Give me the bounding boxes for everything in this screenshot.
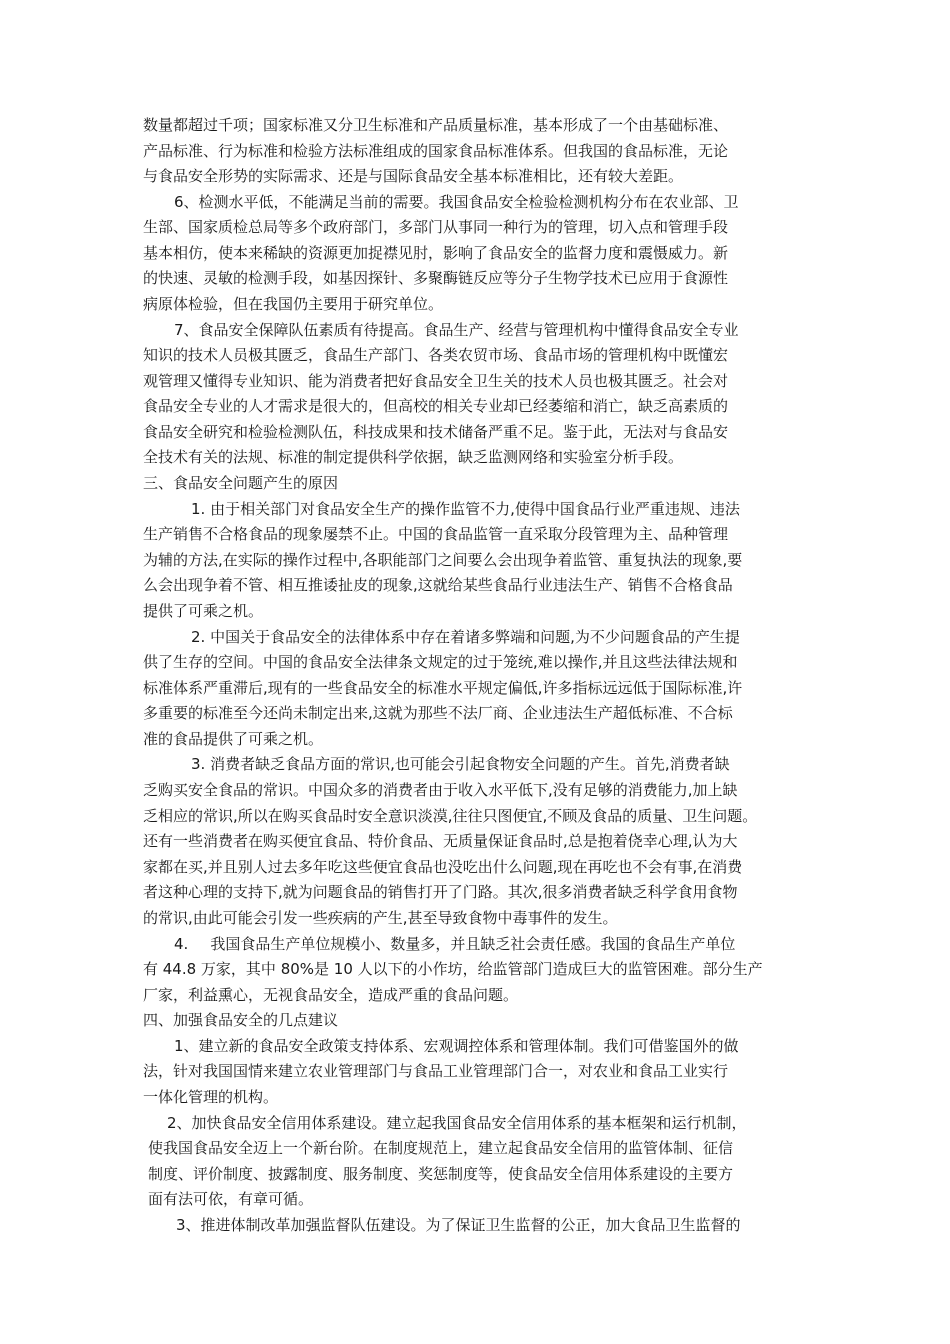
text-line: 的常识,由此可能会引发一些疾病的产生,甚至导致食物中毒事件的发生。 xyxy=(143,909,618,927)
text-line: 与食品安全形势的实际需求、还是与国际食品安全基本标准相比，还有较大差距。 xyxy=(143,167,684,185)
text-line: 3. 消费者缺乏食品方面的常识,也可能会引起食物安全问题的产生。首先,消费者缺 xyxy=(191,755,730,773)
section-heading: 三、食品安全问题产生的原因 xyxy=(143,474,339,492)
text-line: 家都在买,并且别人过去多年吃这些便宜食品也没吃出什么问题,现在再吃也不会有事,在消费 xyxy=(143,858,743,876)
text-line: 有 44.8 万家，其中 80%是 10 人以下的小作坊，给监管部门造成巨大的监管困难。部分生产 xyxy=(143,960,763,978)
text-line: 6、检测水平低，不能满足当前的需要。我国食品安全检验检测机构分布在农业部、卫 xyxy=(174,193,739,211)
text-line: 准的食品提供了可乘之机。 xyxy=(143,730,324,748)
text-line: 还有一些消费者在购买便宜食品、特价食品、无质量保证食品时,总是抱着侥幸心理,认为大 xyxy=(143,832,738,850)
text-line: 使我国食品安全迈上一个新台阶。在制度规范上，建立起食品安全信用的监管体制、征信 xyxy=(148,1139,734,1157)
text-line: 法，针对我国国情来建立农业管理部门与食品工业管理部门合一，对农业和食品工业实行 xyxy=(143,1062,729,1080)
list-text: 我国食品生产单位规模小、数量多，并且缺乏社会责任感。我国的食品生产单位 xyxy=(210,935,736,953)
text-line: 观管理又懂得专业知识、能为消费者把好食品安全卫生关的技术人员也极其匮乏。社会对 xyxy=(143,372,729,390)
text-line: 么会出现争着不管、相互推诿扯皮的现象,这就给某些食品行业违法生产、销售不合格食品 xyxy=(143,576,733,594)
text-line: 提供了可乘之机。 xyxy=(143,602,264,620)
text-line: 乏购买安全食品的常识。中国众多的消费者由于收入水平低下,没有足够的消费能力,加上缺 xyxy=(143,781,738,799)
text-line: 2. 中国关于食品安全的法律体系中存在着诸多弊端和问题,为不少问题食品的产生提 xyxy=(191,628,740,646)
text-line: 一体化管理的机构。 xyxy=(143,1088,279,1106)
text-line: 的快速、灵敏的检测手段，如基因探针、多聚酶链反应等分子生物学技术已应用于食源性 xyxy=(143,269,729,287)
text-line: 生部、国家质检总局等多个政府部门，多部门从事同一种行为的管理，切入点和管理手段 xyxy=(143,218,729,236)
text-line: 多重要的标准至今还尚未制定出来,这就为那些不法厂商、企业违法生产超低标准、不合标 xyxy=(143,704,733,722)
text-line: 病原体检验，但在我国仍主要用于研究单位。 xyxy=(143,295,444,313)
text-line: 供了生存的空间。中国的食品安全法律条文规定的过于笼统,难以操作,并且这些法律法规和 xyxy=(143,653,738,671)
text-line: 1、建立新的食品安全政策支持体系、宏观调控体系和管理体制。我们可借鉴国外的做 xyxy=(174,1037,739,1055)
text-line: 7、食品安全保障队伍素质有待提高。食品生产、经营与管理机构中懂得食品安全专业 xyxy=(174,321,739,339)
text-line: 厂家，利益熏心，无视食品安全，造成严重的食品问题。 xyxy=(143,986,519,1004)
list-number: 4. xyxy=(174,935,189,953)
text-line: 知识的技术人员极其匮乏，食品生产部门、各类农贸市场、食品市场的管理机构中既懂宏 xyxy=(143,346,729,364)
text-line: 全技术有关的法规、标准的制定提供科学依据，缺乏监测网络和实验室分析手段。 xyxy=(143,448,684,466)
text-line: 2、加快食品安全信用体系建设。建立起我国食品安全信用体系的基本框架和运行机制， xyxy=(167,1114,747,1132)
text-line xyxy=(174,932,735,958)
text-line: 食品安全专业的人才需求是很大的，但高校的相关专业却已经萎缩和消亡，缺乏高素质的 xyxy=(143,397,729,415)
text-line: 食品安全研究和检验检测队伍，科技成果和技术储备严重不足。鉴于此，无法对与食品安 xyxy=(143,423,729,441)
text-line: 1. 由于相关部门对食品安全生产的操作监管不力,使得中国食品行业严重违规、违法 xyxy=(191,500,740,518)
text-line: 生产销售不合格食品的现象屡禁不止。中国的食品监管一直采取分段管理为主、品种管理 xyxy=(143,525,729,543)
text-line: 面有法可依，有章可循。 xyxy=(148,1190,314,1208)
text-line: 乏相应的常识,所以在购买食品时安全意识淡漠,往往只图便宜,不顾及食品的质量、卫生问题。 xyxy=(143,807,758,825)
text-line: 标准体系严重滞后,现有的一些食品安全的标准水平规定偏低,许多指标远远低于国际标准,许 xyxy=(143,679,743,697)
text-line: 者这种心理的支持下,就为问题食品的销售打开了门路。其次,很多消费者缺乏科学食用食物 xyxy=(143,883,738,901)
text-line: 为辅的方法,在实际的操作过程中,各职能部门之间要么会出现争着监管、重复执法的现象,要 xyxy=(143,551,743,569)
text-line: 数量都超过千项；国家标准又分卫生标准和产品质量标准，基本形成了一个由基础标准、 xyxy=(143,116,729,134)
text-line: 制度、评价制度、披露制度、服务制度、奖惩制度等，使食品安全信用体系建设的主要方 xyxy=(148,1165,734,1183)
text-line: 3、推进体制改革加强监督队伍建设。为了保证卫生监督的公正，加大食品卫生监督的 xyxy=(176,1216,741,1234)
text-line: 产品标准、行为标准和检验方法标准组成的国家食品标准体系。但我国的食品标准，无论 xyxy=(143,142,729,160)
section-heading: 四、加强食品安全的几点建议 xyxy=(143,1011,339,1029)
text-line: 基本相仿，使本来稀缺的资源更加捉襟见肘，影响了食品安全的监督力度和震慑威力。新 xyxy=(143,244,729,262)
